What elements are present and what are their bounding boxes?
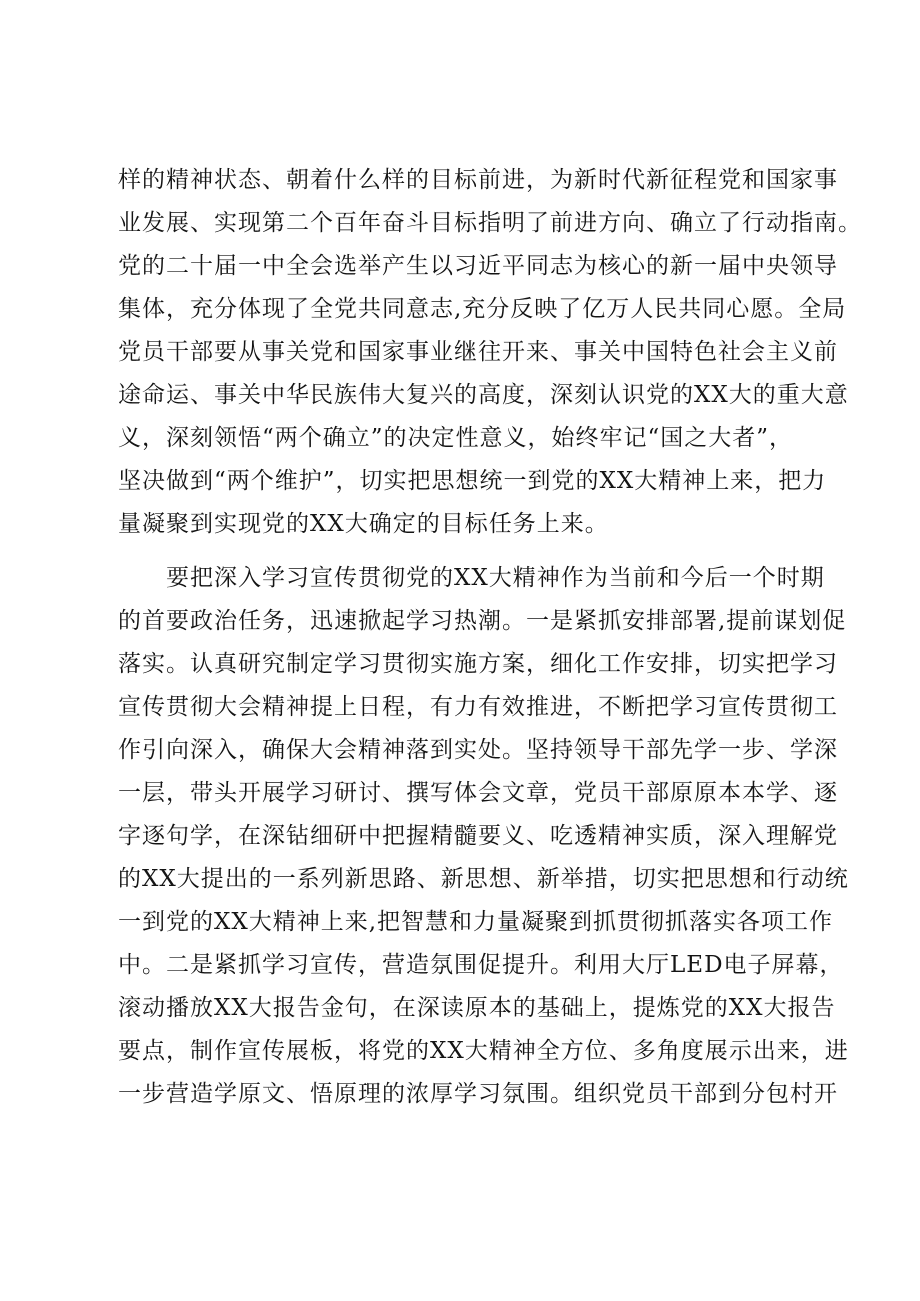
- text-line: 宣传贯彻大会精神提上日程，有力有效推进，不断把学习宣传贯彻工: [118, 694, 838, 720]
- document-body: [118, 162, 862, 1162]
- text-line: 中。二是紧抓学习宣传，营造氛围促提升。利用大厅LED电子屏幕，: [118, 952, 844, 978]
- text-line: 一层，带头开展学习研讨、撰写体会文章，党员干部原原本本学、逐: [118, 780, 838, 806]
- text-line: 集体，充分体现了全党共同意志,充分反映了亿万人民共同心愿。全局: [118, 296, 847, 322]
- text-line: 字逐句学，在深钻细研中把握精髓要义、吃透精神实质，深入理解党: [118, 823, 838, 849]
- text-line: 业发展、实现第二个百年奋斗目标指明了前进方向、确立了行动指南。: [118, 210, 862, 236]
- text-line: 落实。认真研究制定学习贯彻实施方案，细化工作安排，切实把学习: [118, 651, 838, 677]
- text-line: 要把深入学习宣传贯彻党的XX大精神作为当前和今后一个时期: [166, 565, 825, 591]
- text-line: 量凝聚到实现党的XX大确定的目标任务上来。: [118, 511, 609, 537]
- text-line: 一步营造学原文、悟原理的浓厚学习氛围。组织党员干部到分包村开: [118, 1081, 838, 1107]
- text-line: 要点，制作宣传展板，将党的XX大精神全方位、多角度展示出来，进: [118, 1038, 849, 1064]
- text-line: 坚决做到“两个维护”，切实把思想统一到党的XX大精神上来，把力: [118, 468, 827, 494]
- text-line: 一到党的XX大精神上来,把智慧和力量凝聚到抓贯彻抓落实各项工作: [118, 909, 834, 935]
- text-line: 的首要政治任务，迅速掀起学习热潮。一是紧抓安排部署,提前谋划促: [118, 608, 847, 634]
- text-line: 作引向深入，确保大会精神落到实处。坚持领导干部先学一步、学深: [118, 737, 838, 763]
- text-line: 样的精神状态、朝着什么样的目标前进，为新时代新征程党和国家事: [118, 167, 838, 193]
- text-line: 义，深刻领悟“两个确立”的决定性意义，始终牢记“国之大者”，: [118, 425, 794, 451]
- text-line: 的XX大提出的一系列新思路、新思想、新举措，切实把思想和行动统: [118, 866, 849, 892]
- text-line: 党的二十届一中全会选举产生以习近平同志为核心的新一届中央领导: [118, 253, 838, 279]
- text-line: 党员干部要从事关党和国家事业继往开来、事关中国特色社会主义前: [118, 339, 838, 365]
- text-line: 途命运、事关中华民族伟大复兴的高度，深刻认识党的XX大的重大意: [118, 382, 849, 408]
- text-line: 滚动播放XX大报告金句，在深读原本的基础上，提炼党的XX大报告: [118, 995, 836, 1021]
